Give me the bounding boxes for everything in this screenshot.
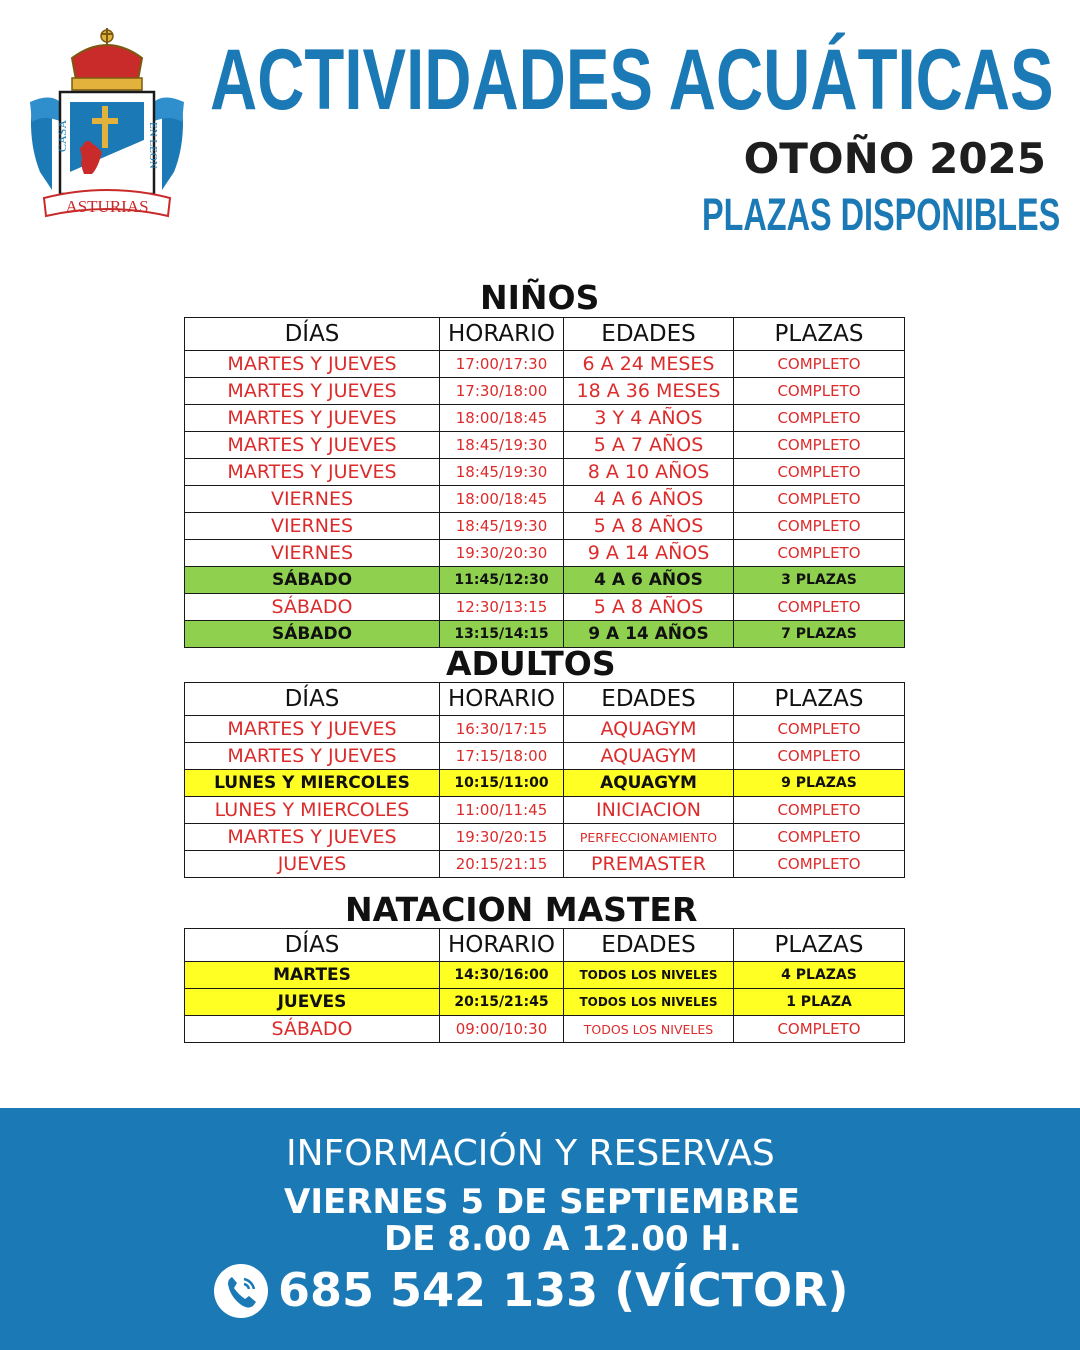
cell-edades: 5 A 7 AÑOS bbox=[564, 432, 734, 459]
cell-horario: 17:00/17:30 bbox=[440, 351, 564, 378]
casa-asturias-crest-logo bbox=[22, 22, 192, 218]
cell-edades: AQUAGYM bbox=[564, 743, 734, 770]
cell-plazas: COMPLETO bbox=[734, 797, 905, 824]
cell-dias: MARTES Y JUEVES bbox=[185, 351, 440, 378]
col-header-dias: DÍAS bbox=[185, 929, 440, 962]
table-row bbox=[185, 432, 905, 459]
cell-edades: 9 A 14 AÑOS bbox=[564, 621, 734, 648]
cell-plazas: COMPLETO bbox=[734, 351, 905, 378]
svg-text:EN LEON: EN LEON bbox=[147, 122, 159, 169]
col-header-horario: HORARIO bbox=[440, 318, 564, 351]
cell-horario: 17:30/18:00 bbox=[440, 378, 564, 405]
cell-dias: MARTES Y JUEVES bbox=[185, 405, 440, 432]
table-header-row bbox=[185, 318, 905, 351]
cell-plazas: COMPLETO bbox=[734, 824, 905, 851]
season-label: OTOÑO 2025 bbox=[743, 134, 1046, 183]
cell-dias: SÁBADO bbox=[185, 567, 440, 594]
cell-horario: 09:00/10:30 bbox=[440, 1016, 564, 1043]
cell-dias: MARTES Y JUEVES bbox=[185, 716, 440, 743]
cell-edades: 5 A 8 AÑOS bbox=[564, 513, 734, 540]
cell-dias: VIERNES bbox=[185, 486, 440, 513]
cell-dias: MARTES Y JUEVES bbox=[185, 432, 440, 459]
cell-plazas: COMPLETO bbox=[734, 486, 905, 513]
cell-plazas: 1 PLAZA bbox=[734, 989, 905, 1016]
cell-dias: SÁBADO bbox=[185, 621, 440, 648]
table-row bbox=[185, 459, 905, 486]
cell-edades: TODOS LOS NIVELES bbox=[564, 989, 734, 1016]
col-header-horario: HORARIO bbox=[440, 929, 564, 962]
cell-horario: 18:00/18:45 bbox=[440, 405, 564, 432]
table-row bbox=[185, 989, 905, 1016]
cell-plazas: 3 PLAZAS bbox=[734, 567, 905, 594]
svg-text:CASA: CASA bbox=[55, 119, 69, 152]
cell-horario: 18:00/18:45 bbox=[440, 486, 564, 513]
cell-horario: 17:15/18:00 bbox=[440, 743, 564, 770]
cell-edades: 3 Y 4 AÑOS bbox=[564, 405, 734, 432]
col-header-dias: DÍAS bbox=[185, 683, 440, 716]
schedule-table-ninos bbox=[184, 317, 905, 648]
section-title-ninos: NIÑOS bbox=[480, 278, 600, 317]
cell-plazas: COMPLETO bbox=[734, 743, 905, 770]
cell-edades: TODOS LOS NIVELES bbox=[564, 962, 734, 989]
cell-horario: 19:30/20:15 bbox=[440, 824, 564, 851]
cell-plazas: COMPLETO bbox=[734, 540, 905, 567]
col-header-plazas: PLAZAS bbox=[734, 318, 905, 351]
phone-number[interactable]: 685 542 133 (VÍCTOR) bbox=[278, 1263, 849, 1317]
cell-edades: 6 A 24 MESES bbox=[564, 351, 734, 378]
table-row bbox=[185, 1016, 905, 1043]
phone-icon bbox=[212, 1262, 270, 1320]
table-row bbox=[185, 405, 905, 432]
table-row bbox=[185, 594, 905, 621]
cell-dias: MARTES Y JUEVES bbox=[185, 459, 440, 486]
table-row bbox=[185, 513, 905, 540]
cell-horario: 18:45/19:30 bbox=[440, 432, 564, 459]
table-row bbox=[185, 851, 905, 878]
info-hours: DE 8.00 A 12.00 H. bbox=[384, 1219, 742, 1259]
table-row bbox=[185, 770, 905, 797]
cell-edades: 4 A 6 AÑOS bbox=[564, 567, 734, 594]
section-title-adultos: ADULTOS bbox=[446, 644, 616, 683]
table-row bbox=[185, 743, 905, 770]
cell-dias: MARTES Y JUEVES bbox=[185, 743, 440, 770]
cell-plazas: COMPLETO bbox=[734, 513, 905, 540]
cell-plazas: 4 PLAZAS bbox=[734, 962, 905, 989]
cell-dias: VIERNES bbox=[185, 540, 440, 567]
cell-plazas: 7 PLAZAS bbox=[734, 621, 905, 648]
cell-horario: 11:00/11:45 bbox=[440, 797, 564, 824]
cell-edades: 4 A 6 AÑOS bbox=[564, 486, 734, 513]
table-row bbox=[185, 962, 905, 989]
info-title: INFORMACIÓN Y RESERVAS bbox=[286, 1133, 775, 1174]
cell-dias: MARTES Y JUEVES bbox=[185, 824, 440, 851]
svg-text:ASTURIAS: ASTURIAS bbox=[65, 197, 149, 216]
cell-edades: 9 A 14 AÑOS bbox=[564, 540, 734, 567]
cell-edades: 18 A 36 MESES bbox=[564, 378, 734, 405]
cell-dias: MARTES Y JUEVES bbox=[185, 378, 440, 405]
cell-plazas: COMPLETO bbox=[734, 594, 905, 621]
cell-edades: 5 A 8 AÑOS bbox=[564, 594, 734, 621]
cell-plazas: COMPLETO bbox=[734, 378, 905, 405]
schedule-table-master bbox=[184, 928, 905, 1043]
cell-dias: VIERNES bbox=[185, 513, 440, 540]
cell-plazas: COMPLETO bbox=[734, 432, 905, 459]
info-date: VIERNES 5 DE SEPTIEMBRE bbox=[284, 1182, 801, 1222]
cell-edades: PERFECCIONAMIENTO bbox=[564, 824, 734, 851]
cell-dias: JUEVES bbox=[185, 989, 440, 1016]
col-header-horario: HORARIO bbox=[440, 683, 564, 716]
col-header-edades: EDADES bbox=[564, 318, 734, 351]
cell-horario: 16:30/17:15 bbox=[440, 716, 564, 743]
cell-plazas: COMPLETO bbox=[734, 405, 905, 432]
page-title: ACTIVIDADES ACUÁTICAS bbox=[210, 32, 1054, 128]
cell-horario: 18:45/19:30 bbox=[440, 513, 564, 540]
table-header-row bbox=[185, 929, 905, 962]
table-row bbox=[185, 567, 905, 594]
cell-horario: 19:30/20:30 bbox=[440, 540, 564, 567]
table-row bbox=[185, 378, 905, 405]
table-row bbox=[185, 351, 905, 378]
cell-horario: 10:15/11:00 bbox=[440, 770, 564, 797]
section-title-master: NATACION MASTER bbox=[345, 890, 698, 929]
cell-dias: SÁBADO bbox=[185, 594, 440, 621]
cell-dias: SÁBADO bbox=[185, 1016, 440, 1043]
cell-edades: PREMASTER bbox=[564, 851, 734, 878]
cell-dias: MARTES bbox=[185, 962, 440, 989]
cell-horario: 18:45/19:30 bbox=[440, 459, 564, 486]
cell-plazas: COMPLETO bbox=[734, 851, 905, 878]
table-row bbox=[185, 797, 905, 824]
cell-plazas: COMPLETO bbox=[734, 459, 905, 486]
cell-dias: JUEVES bbox=[185, 851, 440, 878]
table-header-row bbox=[185, 683, 905, 716]
cell-edades: 8 A 10 AÑOS bbox=[564, 459, 734, 486]
cell-horario: 14:30/16:00 bbox=[440, 962, 564, 989]
col-header-edades: EDADES bbox=[564, 683, 734, 716]
cell-horario: 20:15/21:15 bbox=[440, 851, 564, 878]
cell-plazas: COMPLETO bbox=[734, 716, 905, 743]
table-row bbox=[185, 824, 905, 851]
cell-horario: 20:15/21:45 bbox=[440, 989, 564, 1016]
cell-plazas: COMPLETO bbox=[734, 1016, 905, 1043]
col-header-edades: EDADES bbox=[564, 929, 734, 962]
table-row bbox=[185, 540, 905, 567]
table-row bbox=[185, 486, 905, 513]
cell-dias: LUNES Y MIERCOLES bbox=[185, 770, 440, 797]
cell-edades: AQUAGYM bbox=[564, 770, 734, 797]
cell-dias: LUNES Y MIERCOLES bbox=[185, 797, 440, 824]
table-row bbox=[185, 716, 905, 743]
schedule-table-adultos bbox=[184, 682, 905, 878]
cell-horario: 13:15/14:15 bbox=[440, 621, 564, 648]
cell-edades: INICIACION bbox=[564, 797, 734, 824]
cell-horario: 11:45/12:30 bbox=[440, 567, 564, 594]
availability-subtitle: PLAZAS DISPONIBLES bbox=[702, 189, 1061, 240]
cell-horario: 12:30/13:15 bbox=[440, 594, 564, 621]
cell-plazas: 9 PLAZAS bbox=[734, 770, 905, 797]
cell-edades: TODOS LOS NIVELES bbox=[564, 1016, 734, 1043]
col-header-plazas: PLAZAS bbox=[734, 929, 905, 962]
cell-edades: AQUAGYM bbox=[564, 716, 734, 743]
col-header-plazas: PLAZAS bbox=[734, 683, 905, 716]
col-header-dias: DÍAS bbox=[185, 318, 440, 351]
